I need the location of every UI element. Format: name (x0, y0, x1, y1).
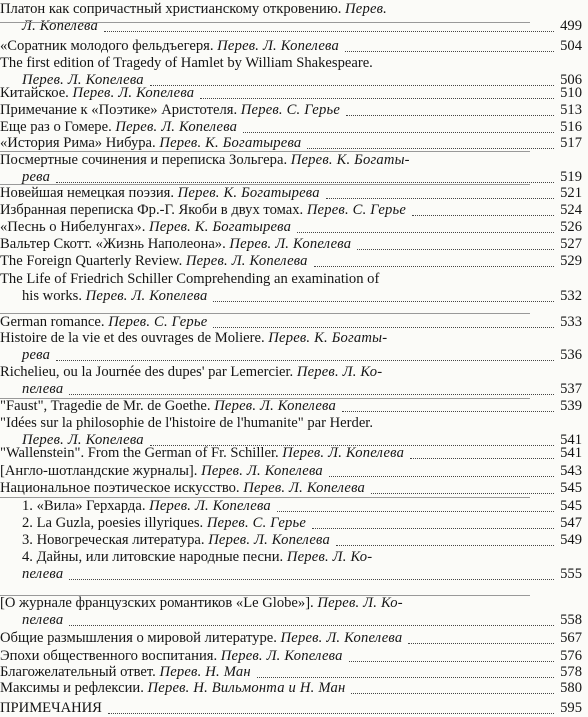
toc-entry-title: «Песнь о Нибелунгах». (0, 219, 150, 235)
toc-page-number: 526 (560, 219, 582, 235)
toc-page-number: 578 (560, 664, 582, 680)
toc-entry-translator: Перев. Л. Ко- (317, 595, 403, 611)
dot-leader (213, 327, 554, 328)
toc-entry-title: «Соратник молодого фельдъегеря. (0, 38, 218, 54)
toc-entry-translator: Перев. Л. Копелева (280, 630, 403, 646)
toc-entry-title: Общие размышления о мировой литературе. (0, 630, 281, 646)
toc-entry-line (0, 84, 194, 102)
toc-entry-line (0, 37, 339, 55)
dot-leader (56, 360, 554, 361)
dot-leader (108, 713, 554, 714)
toc-entry-line (0, 101, 340, 119)
dot-leader (371, 493, 554, 494)
toc-entry-translator: Перев. С. Герье (206, 515, 307, 531)
dot-leader (412, 215, 554, 216)
toc-entry-translator: Перев. Л. Копелева (217, 38, 339, 54)
dot-leader (342, 411, 554, 412)
toc-entry-translator: Перев. Н. Ман (159, 664, 251, 680)
toc-entry-line (0, 699, 102, 717)
toc-entry-line (0, 679, 345, 697)
toc-entry-line (0, 444, 404, 462)
toc-entry-translator: пелева (22, 612, 64, 628)
dot-leader (213, 301, 554, 302)
toc-entry-translator: Л. Копелева (22, 18, 98, 34)
divider (0, 497, 530, 498)
toc-entry-line (0, 201, 406, 219)
toc-entry-title: Вальтер Скотт. «Жизнь Наполеона». (0, 236, 230, 252)
toc-entry-line (0, 151, 410, 169)
toc-entry-title: The Life of Friedrich Schiller Comprehending an examination of (0, 271, 380, 287)
toc-entry-translator: Перев. Л. Копелева (85, 288, 208, 304)
toc-entry-line (0, 363, 382, 381)
toc-page-number: 504 (560, 38, 582, 54)
toc-entry-line (0, 0, 387, 18)
toc-entry-title: Примечание к «Поэтике» Аристотеля. (0, 102, 241, 118)
toc-entry-translator: Перев. С. Герье (240, 102, 340, 118)
toc-entry-line (0, 252, 308, 270)
toc-entry-title: "Wallenstein". From the German of Fr. Schiller. (0, 445, 283, 461)
toc-entry-line (0, 479, 365, 497)
toc-entry-line (22, 548, 372, 566)
toc-entry-title: Посмертные сочинения и переписка Зольгера. (0, 152, 291, 168)
toc-entry-title: ПРИМЕЧАНИЯ (0, 700, 102, 716)
dot-leader (69, 625, 554, 626)
toc-entry-line (22, 380, 63, 398)
toc-entry-translator: пелева (22, 381, 64, 397)
dot-leader (346, 115, 554, 116)
toc-page-number: 555 (560, 566, 582, 582)
divider (0, 595, 530, 596)
toc-entry-title: Платон как сопричастный христианскому откровению. (0, 1, 346, 17)
toc-entry-title: 2. La Guzla, poesies illyriques. (22, 515, 207, 531)
toc-entry-title: «История Рима» Нибура. (0, 135, 160, 151)
dot-leader (104, 31, 554, 32)
dot-leader (69, 579, 554, 580)
toc-page-number: 537 (560, 381, 582, 397)
toc-entry-title: "Idées sur la philosophie de l'histoire de l'humanite" par Herder. (0, 415, 373, 431)
dot-leader (349, 661, 554, 662)
toc-entry-line (22, 17, 98, 35)
toc-entry-line (0, 397, 336, 415)
toc-entry-translator: Перев. (345, 1, 388, 17)
dot-leader (329, 476, 554, 477)
dot-leader (297, 232, 554, 233)
dot-leader (200, 98, 554, 99)
toc-entry-translator: Перев. Л. Копелева (201, 463, 323, 479)
dot-leader (410, 458, 554, 459)
toc-page-number: 539 (560, 398, 582, 414)
toc-page-number: 499 (560, 18, 582, 34)
toc-entry-title: Richelieu, ou la Journée des dupes' par Lemercier. (0, 364, 297, 380)
toc-entry-title: German romance. (0, 314, 109, 330)
toc-entry-translator: Перев. Л. Копелева (149, 498, 271, 514)
toc-page-number: 533 (560, 314, 582, 330)
toc-entry-title: [Англо-шотландские журналы]. (0, 463, 202, 479)
toc-entry-line (0, 462, 323, 480)
toc-page-number: 595 (560, 700, 582, 716)
toc-entry-line (0, 54, 373, 72)
toc-entry-line (0, 218, 291, 236)
toc-page-number: 506 (560, 72, 582, 88)
toc-entry-line (22, 565, 63, 583)
divider (0, 151, 530, 152)
toc-entry-translator: Перев. Л. Копелева (214, 398, 336, 414)
dot-leader (257, 677, 554, 678)
toc-entry-translator: Перев. Л. Ко- (286, 549, 373, 565)
toc-entry-translator: Перев. Л. Копелева (229, 236, 352, 252)
toc-page-number: 524 (560, 202, 582, 218)
dot-leader (69, 394, 554, 395)
toc-page-number: 521 (560, 185, 582, 201)
toc-entry-translator: Перев. К. Богаты- (290, 152, 410, 168)
toc-entry-line (0, 235, 351, 253)
toc-entry-translator: Перев. С. Герье (306, 202, 407, 218)
toc-entry-line (22, 287, 207, 305)
toc-entry-title: Histoire de la vie et des ouvrages de Moliere. (0, 330, 269, 346)
toc-page-number: 529 (560, 253, 582, 269)
toc-page-number: 549 (560, 532, 582, 548)
toc-entry-translator: рева (22, 169, 51, 185)
toc-entry-translator: Перев. Л. Копелева (22, 432, 144, 448)
toc-entry-translator: рева (22, 347, 51, 363)
toc-entry-translator: Перев. Л. Копелева (208, 532, 330, 548)
divider (0, 22, 530, 23)
toc-page-number: 576 (560, 648, 582, 664)
toc-page-number: 545 (560, 480, 582, 496)
toc-entry-title: The Foreign Quarterly Review. (0, 253, 186, 269)
toc-entry-translator: Перев. С. Герье (108, 314, 208, 330)
toc-entry-title: Максимы и рефлексии. (0, 680, 148, 696)
dot-leader (357, 249, 554, 250)
toc-entry-translator: Перев. Л. Копелева (22, 72, 144, 88)
toc-entry-line (0, 594, 403, 612)
dot-leader (56, 182, 554, 183)
toc-entry-line (22, 497, 271, 515)
toc-page-number: 519 (560, 169, 582, 185)
toc-entry-line (0, 329, 387, 347)
toc-entry-title: "Faust", Tragedie de Mr. de Goethe. (0, 398, 215, 414)
toc-entry-translator: Перев. Л. Копелева (282, 445, 405, 461)
toc-entry-title: The first edition of Tragedy of Hamlet by William Shakespeare. (0, 55, 373, 71)
toc-entry-title: Национальное поэтическое искусство. (0, 480, 244, 496)
toc-entry-title: his works. (22, 288, 86, 304)
toc-entry-translator: Перев. К. Богатырева (159, 135, 302, 151)
toc-entry-line (0, 414, 373, 432)
toc-page-number: 517 (560, 135, 582, 151)
toc-page-number: 513 (560, 102, 582, 118)
toc-entry-title: [О журнале французских романтиков «Le Globe»]. (0, 595, 318, 611)
toc-entry-line (22, 346, 50, 364)
dot-leader (307, 148, 554, 149)
divider (0, 184, 530, 185)
divider (0, 313, 530, 314)
toc-entry-line (0, 270, 379, 288)
toc-entry-title: Благожелательный ответ. (0, 664, 160, 680)
toc-entry-translator: Перев. Л. Ко- (296, 364, 383, 380)
toc-page-number: 558 (560, 612, 582, 628)
toc-entry-translator: пелева (22, 566, 64, 582)
toc-entry-translator: Перев. Л. Копелева (243, 480, 366, 496)
toc-entry-title: Новейшая немецкая поэзия. (0, 185, 178, 201)
dot-leader (408, 643, 554, 644)
toc-entry-line (0, 134, 301, 152)
toc-page-number: 510 (560, 85, 582, 101)
toc-entry-translator: Перев. К. Богаты- (268, 330, 388, 346)
toc-page-number: 516 (560, 119, 582, 135)
toc-page-number: 541 (560, 445, 582, 461)
toc-entry-translator: Перев. Л. Копелева (220, 648, 343, 664)
dot-leader (351, 693, 554, 694)
toc-page-number: 567 (560, 630, 582, 646)
toc-entry-translator: Перев. К. Богатырева (177, 185, 320, 201)
dot-leader (314, 266, 554, 267)
dot-leader (243, 132, 554, 133)
toc-entry-line (22, 611, 63, 629)
toc-entry-line (0, 629, 402, 647)
toc-page-number: 547 (560, 515, 582, 531)
toc-entry-title: Еще раз о Гомере. (0, 119, 116, 135)
toc-page-number: 527 (560, 236, 582, 252)
dot-leader (326, 198, 554, 199)
toc-entry-translator: Перев. Н. Вильмонта и Н. Ман (147, 680, 346, 696)
toc-entry-title: Эпохи общественного воспитания. (0, 648, 221, 664)
dot-leader (150, 85, 554, 86)
toc-entry-line (22, 531, 330, 549)
toc-page-number: 541 (560, 432, 582, 448)
toc-page-number: 580 (560, 680, 582, 696)
toc-page-number: 536 (560, 347, 582, 363)
dot-leader (345, 51, 554, 52)
divider (0, 398, 530, 399)
toc-entry-translator: Перев. К. Богатырева (149, 219, 292, 235)
toc-entry-title: 4. Дайны, или литовские народные песни. (22, 549, 287, 565)
toc-entry-line (22, 514, 306, 532)
toc-entry-translator: Перев. Л. Копелева (72, 85, 195, 101)
dot-leader (312, 528, 554, 529)
toc-entry-translator: Перев. Л. Копелева (185, 253, 308, 269)
toc-page-number: 545 (560, 498, 582, 514)
dot-leader (336, 545, 554, 546)
toc-entry-title: 1. «Вила» Герхарда. (22, 498, 150, 514)
toc-page-number: 543 (560, 463, 582, 479)
toc-entry-title: Избранная переписка Фр.-Г. Якоби в двух томах. (0, 202, 307, 218)
toc-page-number: 532 (560, 288, 582, 304)
toc-entry-title: 3. Новогреческая литература. (22, 532, 209, 548)
dot-leader (277, 511, 554, 512)
toc-entry-translator: Перев. Л. Копелева (115, 119, 238, 135)
toc-entry-title: Китайское. (0, 85, 73, 101)
toc-entry-line (0, 184, 320, 202)
